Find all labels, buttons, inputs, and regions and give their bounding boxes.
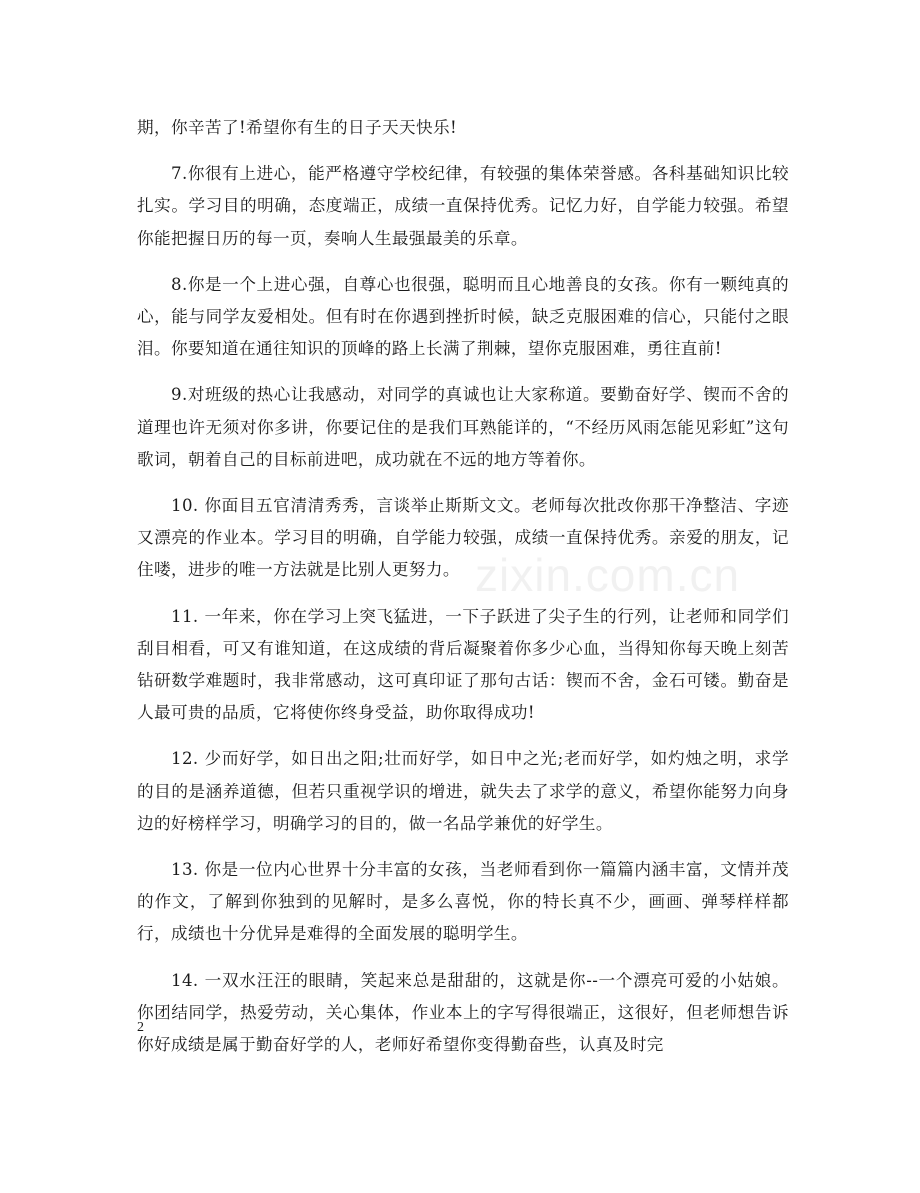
document-body [137, 112, 789, 1075]
page-number: 2 [137, 1020, 144, 1035]
paragraph-comment-12: 12. 少而好学，如日出之阳;壮而好学，如日中之光;老而好学，如灼烛之明，求学的目的是涵养道德，但若只重视学识的增进，就失去了求学的意义，希望你能努力向身边的好榜样学习，明确学习的目的，做一名品学兼优的好学生。 [137, 749, 789, 833]
paragraph-comment-14: 14. 一双水汪汪的眼睛，笑起来总是甜甜的，这就是你--一个漂亮可爱的小姑娘。你团结同学，热爱劳动，关心集体，作业本上的字写得很端正，这很好，但老师想告诉你好成绩是属于勤奋好学的人，老师好希望你变得勤奋些，认真及时完 [137, 970, 789, 1055]
paragraph-comment-9: 9.对班级的热心让我感动，对同学的真诚也让大家称道。要勤奋好学、锲而不舍的道理也许无须对你多讲，你要记住的是我们耳熟能详的，“不经历风雨怎能见彩虹”这句歌词，朝着自己的目标前进吧，成功就在不远的地方等着你。 [137, 385, 789, 469]
paragraph-comment-13: 13. 你是一位内心世界十分丰富的女孩，当老师看到你一篇篇内涵丰富，文情并茂的作文，了解到你独到的见解时，是多么喜悦，你的特长真不少，画画、弹琴样样都行，成绩也十分优异是难得的全面发展的聪明学生。 [137, 860, 789, 944]
paragraph-comment-11: 11. 一年来，你在学习上突飞猛进，一下子跃进了尖子生的行列，让老师和同学们刮目相看，可又有谁知道，在这成绩的背后凝聚着你多少心血，当得知你每天晚上刻苦钻研数学难题时，我非常感动，这可真印证了那句古话：锲而不舍，金石可镂。勤奋是人最可贵的品质，它将使你终身受益，助你取得成功! [137, 606, 789, 723]
paragraph-comment-10: 10. 你面目五官清清秀秀，言谈举止斯斯文文。老师每次批改你那干净整洁、字迹又漂亮的作业本。学习目的明确，自学能力较强，成绩一直保持优秀。亲爱的朋友，记住喽，进步的唯一方法就是比别人更努力。 [137, 496, 789, 580]
paragraph-comment-8: 8.你是一个上进心强，自尊心也很强，聪明而且心地善良的女孩。你有一颗纯真的心，能与同学友爱相处。但有时在你遇到挫折时候，缺乏克服困难的信心，只能付之眼泪。你要知道在通往知识的顶峰的路上长满了荆棘，望你克服困难，勇往直前! [137, 274, 789, 359]
paragraph-comment-7: 7.你很有上进心，能严格遵守学校纪律，有较强的集体荣誉感。各科基础知识比较扎实。学习目的明确，态度端正，成绩一直保持优秀。记忆力好，自学能力较强。希望你能把握日历的每一页，奏响人生最强最美的乐章。 [137, 164, 789, 248]
watermark: zixin.com.cn [475, 549, 741, 601]
paragraph-continuation: 期，你辛苦了!希望你有生的日子天天快乐! [137, 118, 458, 137]
